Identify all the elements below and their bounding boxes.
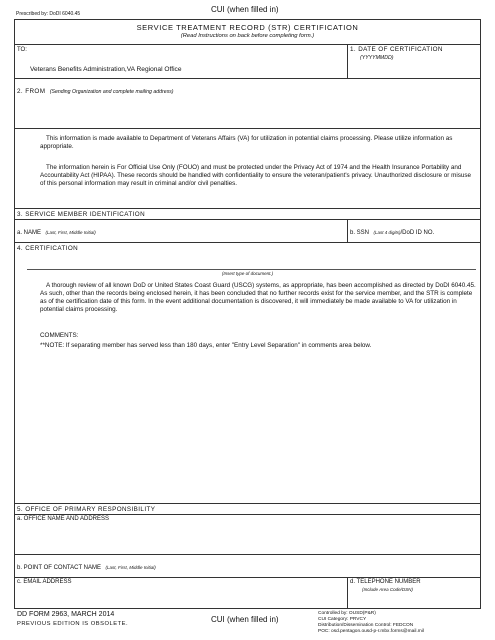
document-type-field[interactable] bbox=[27, 256, 476, 268]
section3-label: 3. SERVICE MEMBER IDENTIFICATION bbox=[17, 211, 146, 218]
email-field[interactable] bbox=[17, 588, 345, 607]
from-label: 2. FROM bbox=[17, 88, 46, 95]
poc-email: POC: osd.pentagon.ousd-p-r.mbx.forms@mail.mil bbox=[318, 629, 424, 634]
section4-label: 4. CERTIFICATION bbox=[17, 245, 79, 252]
vdivider-phone bbox=[347, 577, 348, 609]
poc-label: b. POINT OF CONTACT NAME bbox=[17, 565, 102, 571]
comments-field[interactable] bbox=[40, 352, 476, 500]
notice-paragraph-2: The information herein is For Official Use Only (FOUO) and must be protected under the Privacy Act of 1974 and the Health Insurance Portability and Accountability Act (HIPAA). These records should be handled with confidentiality to ensure the veteran/patient's privacy. Unauthorized disclosure or misuse of this personal information may result in criminal and/or civil penalties. bbox=[40, 164, 472, 187]
form-title: SERVICE TREATMENT RECORD (STR) CERTIFICATION bbox=[136, 23, 359, 32]
divider-notice bbox=[14, 208, 481, 209]
vdivider-date bbox=[347, 44, 348, 78]
member-name-field[interactable] bbox=[17, 229, 345, 241]
office-label: a. OFFICE NAME AND ADDRESS bbox=[17, 516, 110, 522]
divider-office bbox=[14, 554, 481, 555]
ssn-field[interactable] bbox=[350, 229, 478, 241]
divider-name bbox=[14, 242, 481, 243]
section5-label: 5. OFFICE OF PRIMARY RESPONSIBILITY bbox=[17, 506, 156, 513]
email-label: c. EMAIL ADDRESS bbox=[17, 579, 72, 585]
cui-marking-top: CUI (when filled in) bbox=[211, 5, 279, 14]
date-cert-field[interactable] bbox=[350, 64, 478, 76]
poc-hint: (Last, First, Middle Initial) bbox=[105, 565, 156, 570]
form-instructions: (Read Instructions on back before completing form.) bbox=[180, 33, 315, 39]
divider-sec3 bbox=[14, 219, 481, 220]
controlled-by: Controlled by: OUSD(P&R) bbox=[318, 611, 376, 616]
ssn-hint: (Last 4 digits) bbox=[373, 230, 401, 235]
phone-label: d. TELEPHONE NUMBER bbox=[350, 579, 421, 585]
cui-designation-block bbox=[318, 611, 424, 635]
from-hint: (Sending Organization and complete mailing address) bbox=[49, 89, 174, 95]
divider-poc bbox=[14, 577, 481, 578]
office-field[interactable] bbox=[17, 524, 478, 552]
divider-title bbox=[14, 44, 481, 45]
vdivider-ssn bbox=[347, 219, 348, 242]
comments-note: **NOTE: If separating member has served less than 180 days, enter "Entry Level Separation" in comments area below. bbox=[40, 342, 372, 349]
prescribed-by: Prescribed by: DoDI 6040.45 bbox=[16, 11, 81, 17]
cui-category: CUI Category: PRVCY bbox=[318, 617, 367, 622]
name-hint: (Last, First, Middle Initial) bbox=[45, 230, 96, 235]
form-number: DD FORM 2963, MARCH 2014 bbox=[17, 611, 115, 618]
date-cert-hint: (YYYYMMDD) bbox=[360, 55, 394, 61]
divider-from bbox=[14, 128, 481, 129]
from-field[interactable] bbox=[17, 90, 478, 126]
comments-label: COMMENTS: bbox=[40, 332, 79, 339]
document-type-line bbox=[27, 269, 476, 270]
previous-edition-note: PREVIOUS EDITION IS OBSOLETE. bbox=[17, 621, 129, 627]
ssn-label: b. SSN bbox=[350, 230, 370, 236]
name-label: a. NAME bbox=[17, 230, 42, 236]
date-cert-label: 1. DATE OF CERTIFICATION bbox=[350, 46, 443, 53]
cui-marking-bottom: CUI (when filled in) bbox=[211, 615, 279, 624]
notice-paragraph-1: This information is made available to Department of Veterans Affairs (VA) for utilization in potential claims processing. Please utilize information as appropriate. bbox=[40, 135, 453, 150]
divider-sec5 bbox=[14, 514, 481, 515]
divider-to bbox=[14, 78, 481, 79]
poc-field[interactable] bbox=[17, 564, 478, 576]
certification-text: A thorough review of all known DoD or United States Coast Guard (USCG) systems, as appropriate, has been accomplished as directed by DoDI 6040.45. As such, other than the records being enclosed herein, it has been concluded that no further records exist for the service member, and the STR is complete as of the certification date of this form. In the event additional documentation is discovered, it will immediately be made available to VA for utilization in potential claims processing. bbox=[40, 282, 476, 313]
distribution-control: Distribution/Dissemination Control: FEDCON bbox=[318, 623, 414, 628]
to-value: Veterans Benefits Administration,VA Regional Office bbox=[30, 66, 182, 73]
to-label: TO: bbox=[17, 47, 27, 53]
ssn-tail: /DoD ID NO. bbox=[400, 230, 435, 236]
divider-cert bbox=[14, 503, 481, 504]
phone-field[interactable] bbox=[350, 594, 478, 607]
document-type-hint: (Insert type of document.) bbox=[221, 271, 274, 276]
phone-hint: (Include Area Code/DSN) bbox=[362, 587, 413, 592]
